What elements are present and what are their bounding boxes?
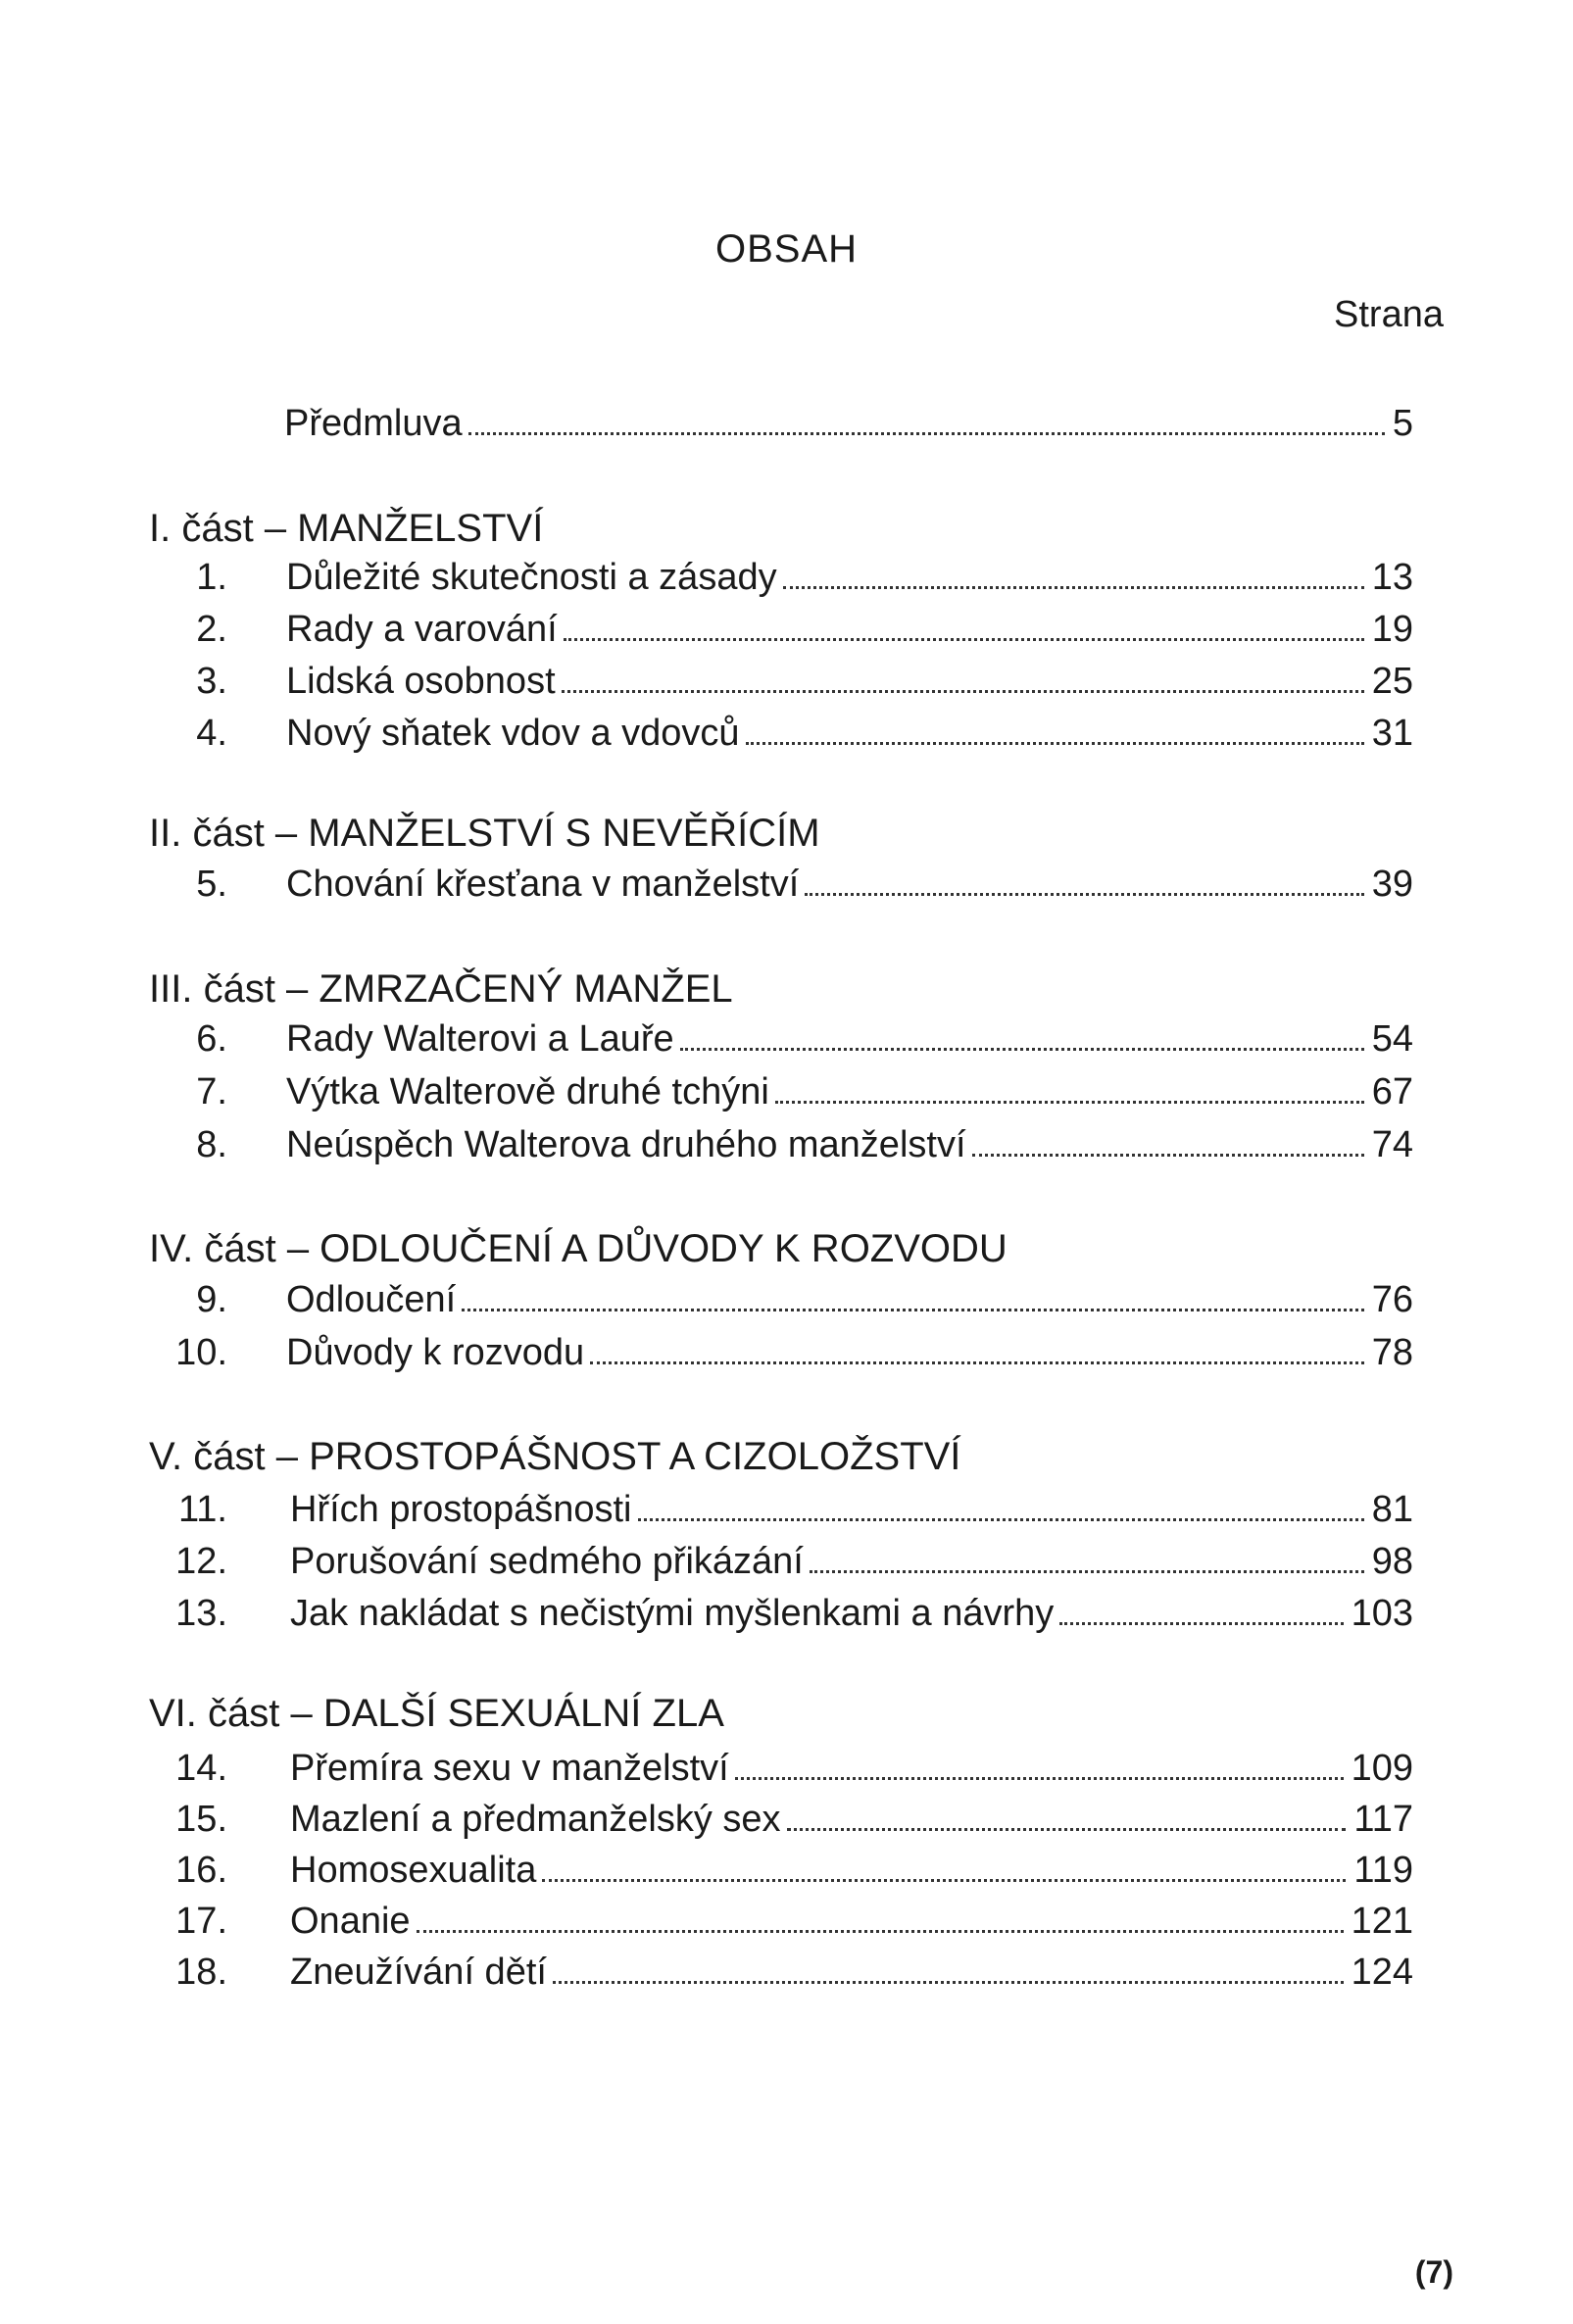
part-heading: I. část – MANŽELSTVÍ xyxy=(149,507,544,550)
toc-page-number: 121 xyxy=(1351,1901,1413,1942)
page-title: OBSAH xyxy=(714,227,859,271)
toc-row[interactable] xyxy=(0,1951,1573,1994)
chapter-number: 18. xyxy=(175,1952,227,1993)
toc-title: Nový sňatek vdov a vdovců xyxy=(286,713,740,754)
toc-title: Homosexualita xyxy=(290,1850,537,1891)
dot-leader xyxy=(805,893,1363,896)
dot-leader xyxy=(810,1570,1364,1573)
dot-leader xyxy=(542,1879,1346,1882)
toc-page-number: 78 xyxy=(1371,1332,1413,1373)
toc-title: Neúspěch Walterova druhého manželství xyxy=(286,1124,966,1165)
toc-row[interactable] xyxy=(0,1278,1573,1321)
dot-leader xyxy=(462,1309,1363,1311)
chapter-number: 4. xyxy=(196,713,227,754)
dot-leader xyxy=(417,1930,1344,1933)
dot-leader xyxy=(783,586,1364,589)
part-heading: IV. část – ODLOUČENÍ A DŮVODY K ROZVODU xyxy=(149,1227,1008,1270)
dot-leader xyxy=(787,1828,1347,1831)
dot-leader xyxy=(553,1981,1344,1984)
dot-leader xyxy=(638,1518,1364,1521)
toc-row[interactable] xyxy=(0,1488,1573,1531)
chapter-number: 1. xyxy=(196,557,227,598)
toc-title: Onanie xyxy=(290,1901,411,1942)
toc-row[interactable] xyxy=(0,1331,1573,1374)
toc-row[interactable] xyxy=(0,1592,1573,1635)
toc-page-number: 25 xyxy=(1371,661,1413,702)
toc-title: Hřích prostopášnosti xyxy=(290,1489,632,1530)
chapter-number: 6. xyxy=(196,1018,227,1060)
toc-title: Odloučení xyxy=(286,1279,457,1320)
dot-leader xyxy=(775,1101,1364,1104)
toc-page-number: 81 xyxy=(1371,1489,1413,1530)
toc-page-number: 19 xyxy=(1371,609,1413,650)
chapter-number: 12. xyxy=(175,1541,227,1582)
chapter-number: 17. xyxy=(175,1901,227,1942)
part-heading: V. část – PROSTOPÁŠNOST A CIZOLOŽSTVÍ xyxy=(149,1435,961,1478)
chapter-number: 8. xyxy=(196,1124,227,1165)
toc-row[interactable] xyxy=(0,1540,1573,1583)
toc-row[interactable] xyxy=(0,1747,1573,1790)
toc-row[interactable] xyxy=(0,712,1573,755)
toc-row[interactable] xyxy=(0,1123,1573,1166)
toc-page-number: 31 xyxy=(1371,713,1413,754)
toc-title: Rady Walterovi a Lauře xyxy=(286,1018,674,1060)
page-column-label: Strana xyxy=(1334,294,1444,335)
dot-leader xyxy=(468,432,1385,435)
toc-row[interactable] xyxy=(0,1900,1573,1943)
toc-page-number: 103 xyxy=(1351,1593,1413,1634)
toc-title: Mazlení a předmanželský sex xyxy=(290,1799,781,1840)
toc-title: Výtka Walterově druhé tchýni xyxy=(286,1071,769,1113)
part-heading: II. část – MANŽELSTVÍ S NEVĚŘÍCÍM xyxy=(149,812,820,855)
toc-title: Rady a varování xyxy=(286,609,558,650)
toc-page-number: 109 xyxy=(1351,1748,1413,1789)
dot-leader xyxy=(680,1048,1364,1051)
toc-row[interactable] xyxy=(0,1798,1573,1841)
toc-title: Jak nakládat s nečistými myšlenkami a návrhy xyxy=(290,1593,1055,1634)
chapter-number: 10. xyxy=(175,1332,227,1373)
toc-row[interactable] xyxy=(0,863,1573,906)
chapter-number: 15. xyxy=(175,1799,227,1840)
dot-leader xyxy=(735,1777,1344,1780)
chapter-number: 2. xyxy=(196,609,227,650)
chapter-number: 5. xyxy=(196,864,227,905)
dot-leader xyxy=(746,742,1364,745)
part-heading: VI. část – DALŠÍ SEXUÁLNÍ ZLA xyxy=(149,1692,724,1735)
toc-page-number: 54 xyxy=(1371,1018,1413,1060)
toc-title: Zneužívání dětí xyxy=(290,1952,547,1993)
dot-leader xyxy=(562,690,1364,693)
toc-row[interactable] xyxy=(0,1849,1573,1892)
toc-row[interactable] xyxy=(0,608,1573,651)
chapter-number: 16. xyxy=(175,1850,227,1891)
chapter-number: 14. xyxy=(175,1748,227,1789)
dot-leader xyxy=(590,1361,1364,1364)
toc-title: Předmluva xyxy=(284,403,463,444)
toc-page-number: 39 xyxy=(1371,864,1413,905)
toc-title: Lidská osobnost xyxy=(286,661,556,702)
toc-title: Porušování sedmého přikázání xyxy=(290,1541,804,1582)
toc-page-number: 117 xyxy=(1353,1799,1413,1840)
chapter-number: 3. xyxy=(196,661,227,702)
toc-page-number: 5 xyxy=(1392,403,1413,444)
chapter-number: 9. xyxy=(196,1279,227,1320)
toc-row[interactable] xyxy=(0,556,1573,599)
part-heading: III. část – ZMRZAČENÝ MANŽEL xyxy=(149,967,733,1011)
toc-title: Důležité skutečnosti a zásady xyxy=(286,557,777,598)
toc-page-number: 124 xyxy=(1351,1952,1413,1993)
toc-page-number: 76 xyxy=(1371,1279,1413,1320)
toc-title: Přemíra sexu v manželství xyxy=(290,1748,729,1789)
dot-leader xyxy=(564,638,1364,641)
dot-leader xyxy=(1059,1622,1343,1625)
toc-row-preface[interactable] xyxy=(0,402,1573,445)
toc-row[interactable] xyxy=(0,1070,1573,1113)
toc-page-number: 98 xyxy=(1371,1541,1413,1582)
dot-leader xyxy=(972,1154,1364,1157)
chapter-number: 11. xyxy=(177,1489,227,1530)
chapter-number: 13. xyxy=(175,1593,227,1634)
toc-row[interactable] xyxy=(0,1017,1573,1061)
chapter-number: 7. xyxy=(196,1071,227,1113)
toc-page-number: 119 xyxy=(1353,1850,1413,1891)
toc-page-number: 67 xyxy=(1371,1071,1413,1113)
toc-page-number: 13 xyxy=(1371,557,1413,598)
toc-row[interactable] xyxy=(0,660,1573,703)
toc-title: Důvody k rozvodu xyxy=(286,1332,585,1373)
page-number: (7) xyxy=(1414,2254,1453,2290)
toc-title: Chování křesťana v manželství xyxy=(286,864,800,905)
toc-page-number: 74 xyxy=(1371,1124,1413,1165)
